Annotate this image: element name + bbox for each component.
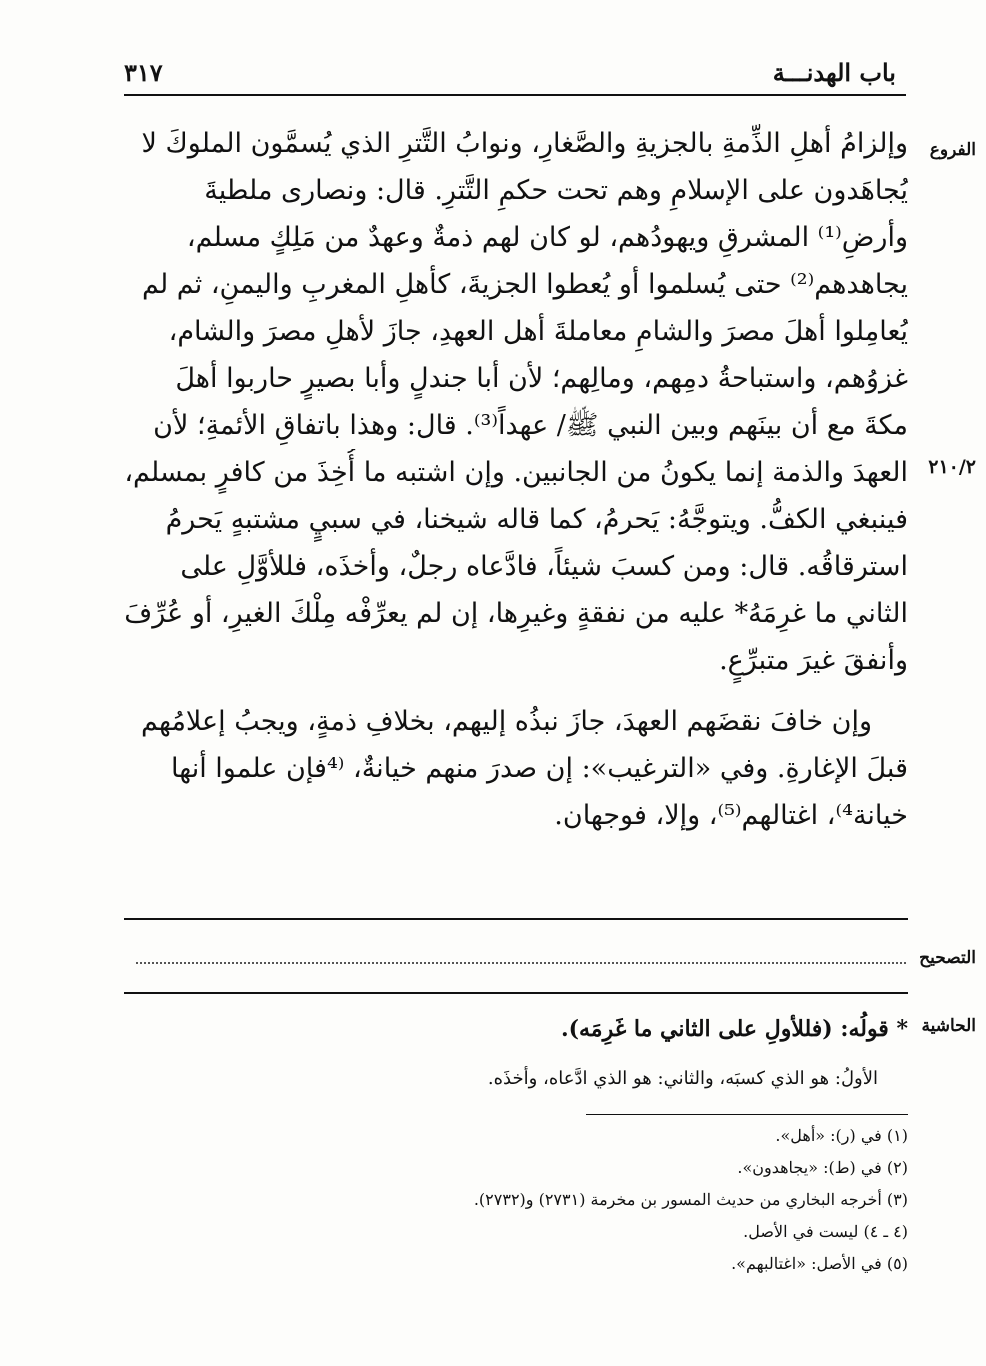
footnote: (٥) في الأصل: «اغتالبهم».: [731, 1254, 908, 1273]
footnote: (١) في (ر): «أهل».: [775, 1126, 908, 1145]
text-line: فينبغي الكفُّ. ويتوجَّهُ: يَحرمُ، كما قاله شيخنا، في سبيٍ مشتبهٍ يَحرمُ: [165, 504, 908, 535]
margin-label-furu: الفروع: [929, 140, 976, 160]
text-line: غزوُهم، واستباحةُ دمِهم، ومالِهم؛ لأن أبا جندلٍ وأبا بصيرٍ حاربوا أهلَ: [175, 363, 908, 394]
text-line: الثاني ما غرِمَهُ* عليه من نفقةٍ وغيرِها، إن لم يعرِّفْه مِلْكَ الغيرِ، أو عُرِّفَ: [124, 598, 908, 629]
footnote: (٣) أخرجه البخاري من حديث المسور بن مخرمة (٢٧٣١) و(٢٧٣٢).: [473, 1190, 908, 1209]
text-line: مكةَ مع أن بينَهم وبين النبي ﷺ/ عهداً⁽³⁾. قال: وهذا باتفاقِ الأئمةِ؛ لأن: [153, 410, 908, 441]
text-line: يُعامِلوا أهلَ مصرَ والشامِ معاملةَ أهل العهدِ، جازَ لأهلِ مصرَ والشام،: [168, 316, 908, 347]
margin-label-tashih: التصحيح: [919, 948, 976, 968]
section-rule: [124, 992, 908, 994]
text-line: وأرضِ⁽¹⁾ المشرقِ ويهودُهم، لو كان لهم ذمةٌ وعهدٌ من مَلِكٍ مسلم،: [186, 222, 908, 253]
footnote: (٤ ـ ٤) ليست في الأصل.: [743, 1222, 908, 1241]
text-line: وإن خافَ نقضَهم العهدَ، جازَ نبذُه إليهم، بخلافِ ذمةٍ، ويجبُ إعلامُهم: [141, 706, 872, 737]
text-line: قبلَ الإغارةِ. وفي «الترغيب»: إن صدرَ منهم خيانةٌ، ⁽⁴فإن علموا أنها: [171, 753, 908, 784]
text-line: وأنفقَ غيرَ متبرِّعٍ.: [719, 645, 908, 676]
tashih-dotted-line: [136, 962, 906, 964]
text-line: العهدَ والذمة إنما يكونُ من الجانبين. وإن اشتبه ما أُخِذَ من كافرٍ بمسلم،: [124, 457, 908, 488]
text-line: يُجاهَدون على الإسلامِ وهم تحت حكمِ التَّترِ. قال: ونصارى ملطيةَ: [204, 175, 908, 206]
footnote-rule: [586, 1114, 908, 1115]
main-text: [124, 120, 908, 839]
text-line: يجاهدهم⁽²⁾ حتى يُسلموا أو يُعطوا الجزيةَ، كأهلِ المغربِ واليمنِ، ثم لم: [142, 269, 908, 300]
text-line: خيانة⁴⁾، اغتالهم⁽⁵⁾، وإلا، فوجهان.: [554, 800, 908, 831]
text-line: استرقاقُه. قال: ومن كسبَ شيئاً، فادَّعاه رجلٌ، وأخذَه، فللأوَّلِ على: [180, 551, 908, 582]
section-rule: [124, 918, 908, 920]
text-line: وإلزامُ أهلِ الذِّمةِ بالجزيةِ والصَّغارِ، ونوابُ التَّترِ الذي يُسمَّون الملوكَ لا: [141, 128, 908, 159]
page-number: ٣١٧: [124, 58, 163, 87]
footnote: (٢) في (ط): «يجاهدون».: [737, 1158, 908, 1177]
running-header: باب الهدنـــة: [772, 58, 896, 87]
hashiya-text: الأولُ: هو الذي كسبَه، والثاني: هو الذي ادَّعاه، وأخذَه.: [487, 1068, 878, 1089]
hashiya-title: * قولُه: (فللأولِ على الثاني ما غَرِمَه).: [560, 1016, 908, 1042]
margin-ref: ٢١٠/٢: [928, 456, 976, 478]
header-rule: [124, 94, 906, 96]
margin-label-hashiya: الحاشية: [921, 1016, 976, 1036]
footnotes: [78, 1120, 908, 1280]
